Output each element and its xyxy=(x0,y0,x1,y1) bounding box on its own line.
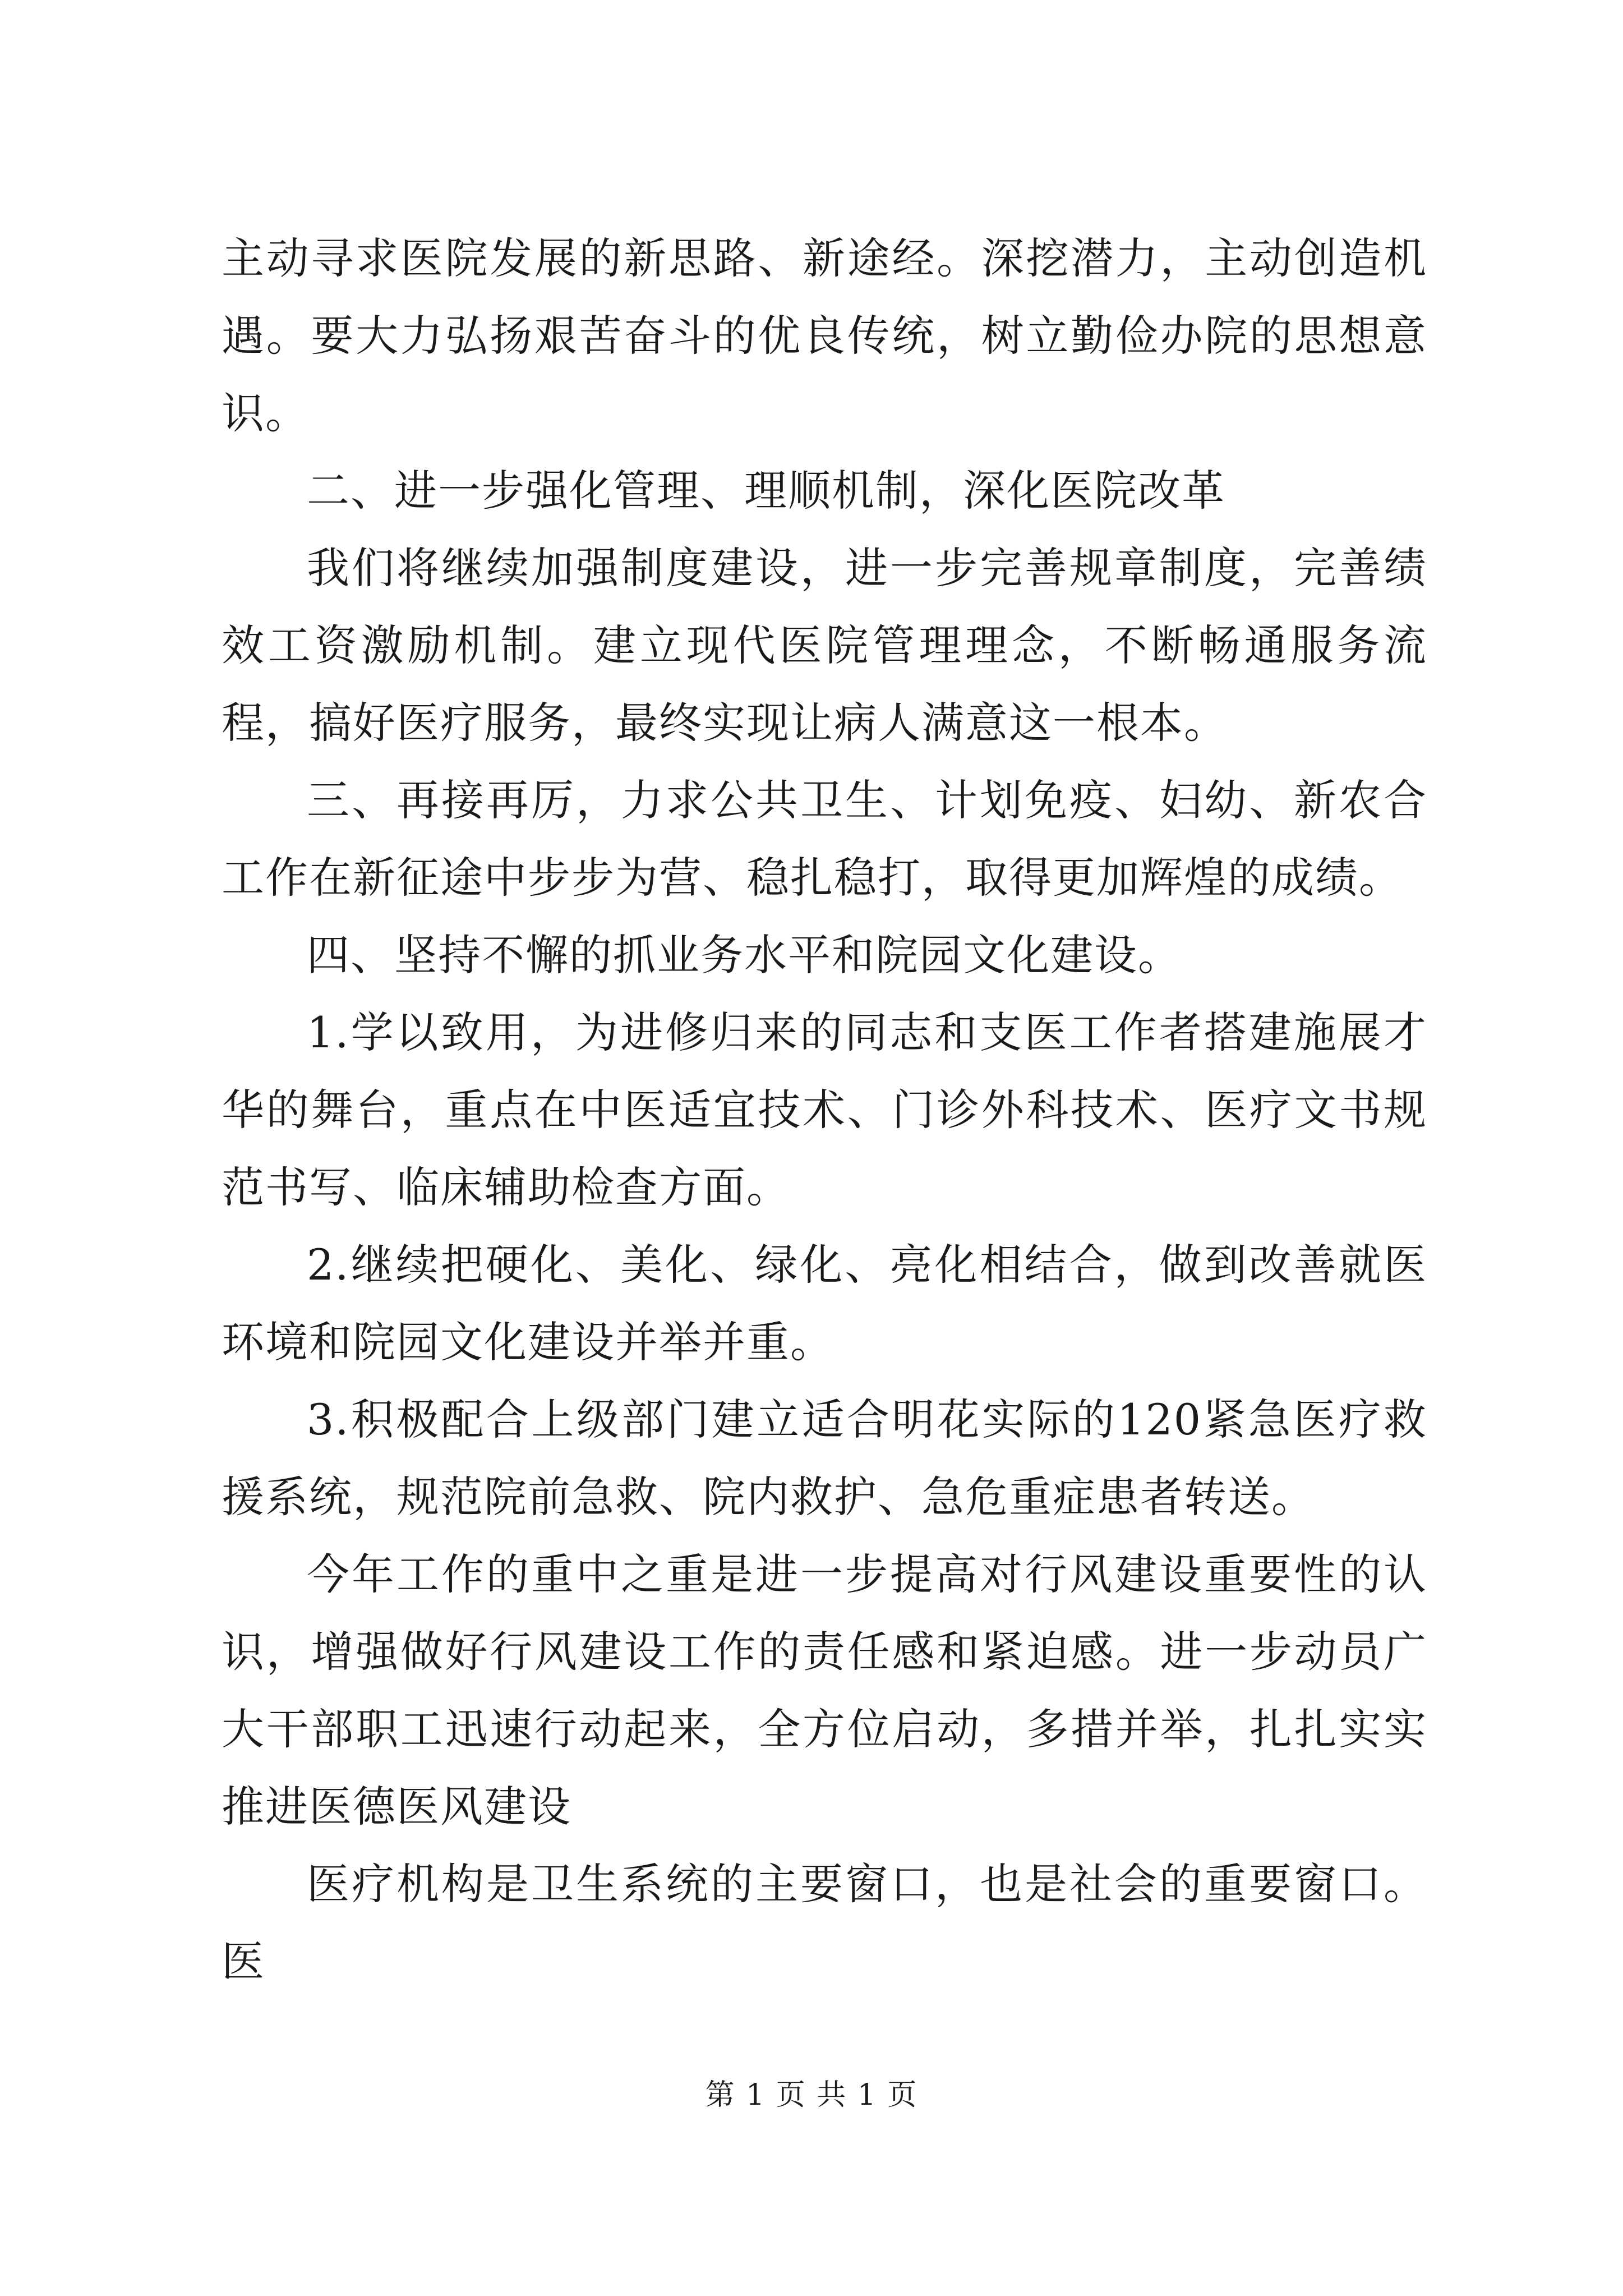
paragraph-1: 主动寻求医院发展的新思路、新途经。深挖潜力，主动创造机遇。要大力弘扬艰苦奋斗的优良传统，树立勤俭办院的思想意识。 xyxy=(222,233,1427,438)
paragraph-4-heading: 三、再接再厉，力求公共卫生、计划免疫、妇幼、新农合工作在新征途中步步为营、稳扎稳打，取得更加辉煌的成绩。 xyxy=(222,775,1427,903)
page-footer xyxy=(0,2076,1623,2115)
paragraph-9: 今年工作的重中之重是进一步提高对行风建设重要性的认识，增强做好行风建设工作的责任感和紧迫感。进一步动员广大干部职工迅速行动起来，全方位启动，多措并举，扎扎实实推进医德医风建设 xyxy=(222,1549,1427,1832)
paragraph-2-heading: 二、进一步强化管理、理顺机制，深化医院改革 xyxy=(307,466,1225,516)
page-number-label: 第 1 页 共 1 页 xyxy=(705,2078,918,2112)
paragraph-10: 医疗机构是卫生系统的主要窗口，也是社会的重要窗口。医 xyxy=(222,1859,1427,1986)
paragraph-6-list-item: 1.学以致用，为进修归来的同志和支医工作者搭建施展才华的舞台，重点在中医适宜技术、门诊外科技术、医疗文书规范书写、临床辅助检查方面。 xyxy=(222,1007,1427,1212)
paragraph-7-list-item: 2.继续把硬化、美化、绿化、亮化相结合，做到改善就医环境和院园文化建设并举并重。 xyxy=(222,1240,1427,1367)
document-body xyxy=(222,220,1427,2000)
paragraph-3: 我们将继续加强制度建设，进一步完善规章制度，完善绩效工资激励机制。建立现代医院管理理念，不断畅通服务流程，搞好医疗服务，最终实现让病人满意这一根本。 xyxy=(222,543,1427,748)
paragraph-8-list-item: 3.积极配合上级部门建立适合明花实际的120紧急医疗救援系统，规范院前急救、院内救护、急危重症患者转送。 xyxy=(222,1395,1427,1522)
paragraph-5-heading: 四、坚持不懈的抓业务水平和院园文化建设。 xyxy=(307,930,1182,980)
